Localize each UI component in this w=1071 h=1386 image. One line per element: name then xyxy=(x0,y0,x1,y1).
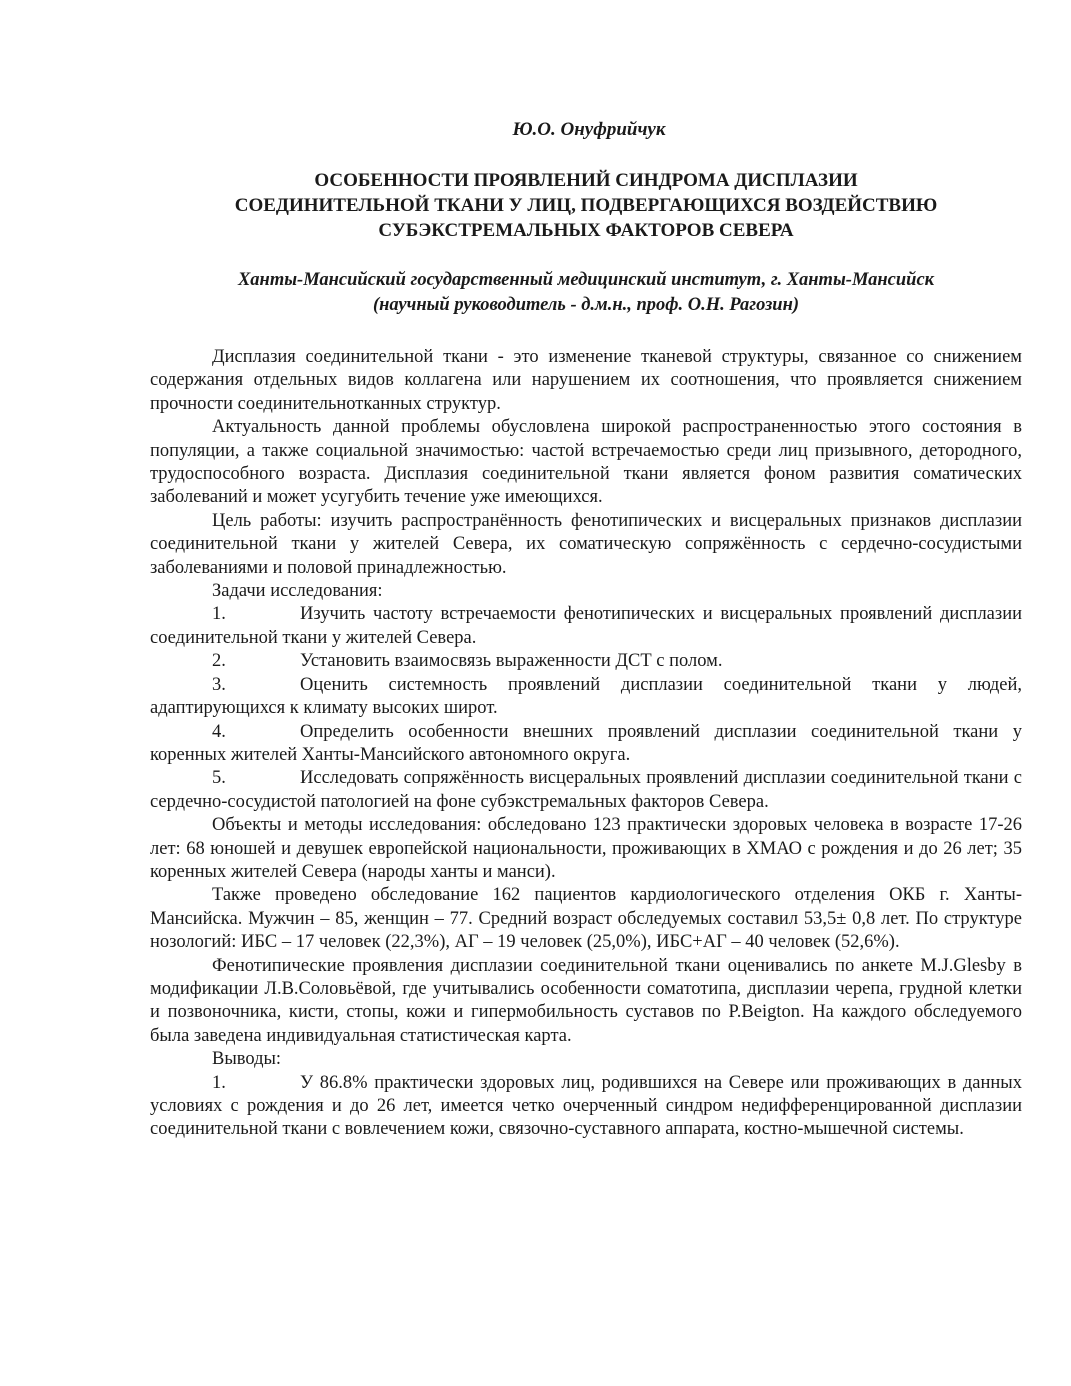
task-item-2 xyxy=(150,650,1022,673)
affiliation-line-1: Ханты-Мансийский государственный медицинский институт, г. Ханты-Мансийск xyxy=(237,270,935,290)
title-line-3: СУБЭКСТРЕМАЛЬНЫХ ФАКТОРОВ СЕВЕРА xyxy=(378,220,794,241)
paragraph-phenotype: Фенотипические проявления дисплазии соединительной ткани оценивались по анкете M.J.Glesby в модификации Л.В.Соловьёвой, где учитывались особенности соматотипа, дисплазии черепа, грудной клетки и позвоночника, кисти, стопы, кожи и гипермобильность суставов по P.Beigton. На каждого обследуемого была заведена индивидуальная статистическая карта. xyxy=(150,955,1022,1046)
conclusion-item-1 xyxy=(150,1072,1022,1142)
paragraph-methods: Объекты и методы исследования: обследовано 123 практически здоровых человека в возрасте 17-26 лет: 68 юношей и девушек европейской национальности, проживающих в ХМАО с рождения и до 26 лет; 35 коренных жителей Севера (народы ханты и манси). xyxy=(150,815,1022,882)
conclusion-number: 1. xyxy=(212,1072,226,1093)
conclusion-text: У 86.8% практически здоровых лиц, родившихся на Севере или проживающих в данных условиях с рождения и до 26 лет, имеется четко очерченный синдром недифференцированной дисплазии соединительной ткани с вовлечением кожи, связочно-суставного аппарата, костно-мышечной системы. xyxy=(150,1072,1022,1140)
task-item-5 xyxy=(150,767,1022,814)
task-number: 1. xyxy=(212,604,226,625)
task-text: Определить особенности внешних проявлений дисплазии соединительной ткани у коренных жителей Ханты-Мансийского автономного округа. xyxy=(150,721,1022,765)
tasks-heading: Задачи исследования: xyxy=(212,581,383,602)
task-item-3 xyxy=(150,674,1022,721)
task-text: Оценить системность проявлений дисплазии соединительной ткани у людей, адаптирующихся к климату высоких широт. xyxy=(150,674,1022,719)
task-number: 2. xyxy=(212,651,226,672)
affiliation-line-2: (научный руководитель - д.м.н., проф. О.Н. Рагозин) xyxy=(372,295,800,315)
paragraph-patients: Также проведено обследование 162 пациентов кардиологического отделения ОКБ г. Ханты-Мансийска. Мужчин – 85, женщин – 77. Средний возраст обследуемых составил 53,5± 0,8 лет. По структуре нозологий: ИБС – 17 человек (22,3%), АГ – 19 человек (25,0%), ИБС+АГ – 40 человек (52,6%). xyxy=(150,885,1022,953)
conclusions-heading: Выводы: xyxy=(212,1049,282,1070)
title-line-1: ОСОБЕННОСТИ ПРОЯВЛЕНИЙ СИНДРОМА ДИСПЛАЗИИ xyxy=(314,170,858,191)
task-number: 5. xyxy=(212,768,226,789)
task-text: Установить взаимосвязь выраженности ДСТ с полом. xyxy=(300,651,723,672)
paragraph-definition: Дисплазия соединительной ткани - это изменение тканевой структуры, связанное со снижением содержания отдельных видов коллагена или нарушением их соотношения, что проявляется снижением прочности соединительнотканных структур. xyxy=(150,347,1022,414)
affiliation xyxy=(150,268,1022,318)
author-name: Ю.О. Онуфрийчук xyxy=(512,119,666,140)
article-title xyxy=(150,168,1022,243)
task-number: 4. xyxy=(212,721,226,742)
task-number: 3. xyxy=(212,674,226,695)
task-text: Исследовать сопряжённость висцеральных проявлений дисплазии соединительной ткани с сердечно-сосудистой патологией на фоне субэкстремальных факторов Севера. xyxy=(150,768,1022,812)
task-text: Изучить частоту встречаемости фенотипических и висцеральных проявлений дисплазии соединительной ткани у жителей Севера. xyxy=(150,604,1022,648)
article-body xyxy=(150,346,1022,1142)
task-item-4 xyxy=(150,721,1022,768)
title-line-2: СОЕДИНИТЕЛЬНОЙ ТКАНИ У ЛИЦ, ПОДВЕРГАЮЩИХСЯ ВОЗДЕЙСТВИЮ xyxy=(234,195,938,216)
paragraph-relevance: Актуальность данной проблемы обусловлена широкой распространенностью этого состояния в популяции, а также социальной значимостью: частой встречаемостью среди лиц призывного, детородного, трудоспособного возраста. Дисплазия соединительной ткани является фоном развития соматических заболеваний и может усугубить течение уже имеющихся. xyxy=(150,417,1022,508)
task-item-1 xyxy=(150,603,1022,650)
paragraph-aim: Цель работы: изучить распространённость фенотипических и висцеральных признаков дисплазии соединительной ткани у жителей Севера, их соматическую сопряжённость с сердечно-сосудистыми заболеваниями и половой принадлежностью. xyxy=(150,510,1022,578)
document-page xyxy=(150,118,1022,1142)
